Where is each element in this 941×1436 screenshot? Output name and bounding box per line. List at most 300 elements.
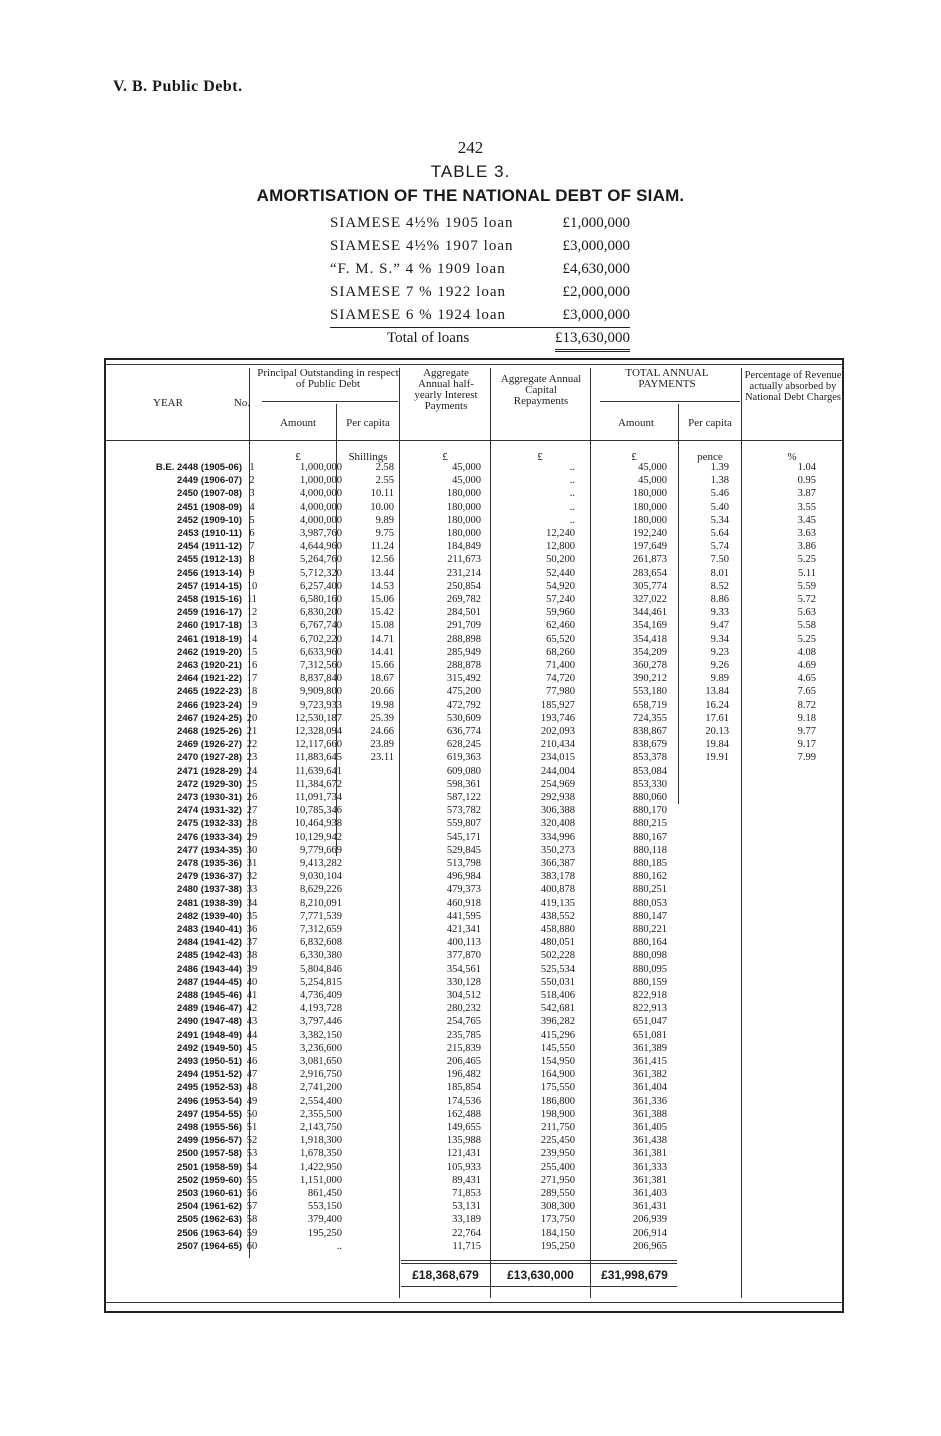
principal-cell: 8,629,226	[300, 884, 342, 896]
payment-cell: 880,118	[633, 844, 667, 856]
pay-per-capita-cell: 9.23	[710, 646, 729, 658]
interest-cell: 472,792	[446, 699, 481, 711]
capital-cell: 550,031	[540, 976, 575, 988]
payment-cell: 658,719	[632, 699, 667, 711]
percentage-cell: 9.18	[797, 712, 816, 724]
col-header-amount: Amount	[279, 417, 317, 429]
capital-cell: 195,250	[540, 1240, 575, 1252]
loan-description: SIAMESE 6 % 1924 loan	[330, 307, 506, 323]
table-row	[104, 818, 840, 829]
principal-cell: 9,909,800	[300, 686, 342, 698]
row-number-cell: 41	[246, 990, 258, 1001]
payment-cell: 354,209	[632, 646, 667, 658]
per-capita-cell: 15.06	[370, 594, 394, 605]
capital-cell: 12,800	[546, 541, 575, 553]
capital-cell: 54,920	[546, 580, 575, 592]
table-row	[104, 488, 840, 499]
principal-cell: 4,736,409	[300, 990, 342, 1001]
table-row	[104, 871, 840, 882]
principal-cell: 11,091,734	[295, 792, 342, 803]
interest-cell: 250,854	[446, 580, 481, 592]
payment-cell: 361,404	[632, 1082, 667, 1094]
capital-cell: 438,552	[540, 910, 575, 922]
capital-cell: 185,927	[540, 699, 575, 711]
interest-cell: 162,488	[446, 1108, 481, 1120]
page-number: 242	[457, 138, 484, 157]
rule	[600, 401, 740, 402]
interest-cell: 559,807	[446, 818, 481, 830]
per-capita-cell: 24.66	[370, 726, 394, 737]
total-loans-amount: £13,630,000	[555, 327, 630, 352]
capital-cell: 71,400	[546, 660, 575, 671]
principal-cell: 379,400	[307, 1214, 342, 1226]
table-row	[104, 1162, 840, 1173]
payment-cell: 361,389	[632, 1042, 667, 1054]
principal-cell: 4,000,000	[300, 514, 342, 526]
interest-cell: 215,839	[446, 1042, 481, 1054]
principal-cell: 8,837,840	[300, 673, 342, 685]
row-number-cell: 53	[246, 1148, 258, 1160]
table-row	[104, 858, 840, 869]
principal-cell: 553,150	[307, 1201, 342, 1213]
year-cell: 2489 (1946-47)	[177, 1003, 242, 1015]
capital-cell: 154,950	[540, 1056, 575, 1067]
capital-cell: 458,880	[540, 924, 575, 935]
loan-amount: £1,000,000	[562, 215, 630, 231]
table-row	[104, 911, 840, 922]
year-cell: 2495 (1952-53)	[177, 1082, 242, 1094]
principal-cell: 2,554,400	[300, 1095, 342, 1107]
interest-cell: 475,200	[446, 686, 481, 698]
total-loans	[330, 327, 630, 349]
principal-cell: 6,832,608	[300, 937, 342, 949]
row-number-cell: 9	[249, 567, 255, 579]
capital-cell: 210,434	[540, 739, 575, 751]
per-capita-cell: 23.89	[370, 739, 394, 751]
year-cell: 2479 (1936-37)	[177, 871, 242, 883]
capital-cell: 255,400	[540, 1161, 575, 1173]
percentage-cell: 4.08	[797, 646, 816, 658]
year-cell: 2486 (1943-44)	[177, 963, 242, 975]
interest-cell: 288,878	[446, 660, 481, 671]
principal-cell: 3,797,446	[300, 1016, 342, 1028]
payment-cell: 361,381	[632, 1148, 667, 1160]
rule	[106, 440, 842, 441]
table-row	[104, 1109, 840, 1120]
year-cell: 2497 (1954-55)	[177, 1108, 242, 1120]
loan-description: SIAMESE 4½% 1907 loan	[330, 238, 514, 254]
year-cell: 2491 (1948-49)	[177, 1029, 242, 1041]
table-row	[104, 990, 840, 1001]
table-row	[104, 884, 840, 895]
table-row	[104, 502, 840, 513]
payment-cell: 880,095	[632, 963, 667, 975]
pay-per-capita-cell: 9.33	[710, 607, 729, 619]
row-number-cell: 10	[246, 580, 258, 592]
unit-pay-per-capita: pence	[697, 451, 723, 463]
table-row	[104, 1096, 840, 1107]
percentage-cell: 7.99	[797, 752, 816, 764]
capital-cell: 175,550	[540, 1082, 575, 1094]
interest-cell: 545,171	[446, 831, 481, 843]
interest-cell: 530,609	[446, 712, 481, 724]
year-cell: 2449 (1906-07)	[177, 475, 242, 487]
payment-cell: 361,431	[632, 1201, 667, 1213]
year-cell: 2490 (1947-48)	[177, 1016, 242, 1028]
payment-cell: 853,084	[632, 765, 667, 777]
table-row	[104, 1201, 840, 1212]
unit-interest: £	[442, 451, 448, 463]
payment-cell: 880,053	[632, 897, 667, 909]
col-header-year: YEAR	[153, 397, 183, 409]
table-row	[104, 462, 840, 473]
pay-per-capita-cell: 17.61	[705, 712, 729, 724]
loan-amount: £3,000,000	[562, 307, 630, 323]
payment-cell: 880,170	[632, 805, 667, 817]
percentage-cell: 3.87	[797, 488, 816, 500]
row-number-cell: 13	[246, 620, 258, 632]
year-cell: 2494 (1951-52)	[177, 1069, 242, 1081]
row-number-cell: 48	[246, 1082, 258, 1094]
table-subtitle: AMORTISATION OF THE NATIONAL DEBT OF SIAM.	[256, 186, 685, 205]
per-capita-cell: 10.00	[370, 501, 394, 513]
year-cell: 2484 (1941-42)	[177, 937, 242, 949]
row-number-cell: 19	[246, 699, 258, 711]
capital-cell: 525,534	[540, 963, 575, 975]
principal-cell: 12,117,660	[295, 739, 342, 751]
capital-cell: 292,938	[540, 792, 575, 803]
principal-cell: 1,918,300	[300, 1135, 342, 1147]
row-number-cell: 24	[246, 765, 258, 777]
year-cell: 2463 (1920-21)	[177, 660, 242, 671]
principal-cell: 1,422,950	[300, 1161, 342, 1173]
interest-cell: 460,918	[446, 897, 481, 909]
interest-cell: 330,128	[446, 976, 481, 988]
table-row	[104, 977, 840, 988]
row-number-cell: 46	[246, 1056, 258, 1067]
table-row	[104, 1188, 840, 1199]
col-header-interest: Aggregate Annual half-yearly Interest Payments	[414, 367, 478, 412]
loan-line	[330, 258, 630, 281]
capital-cell: 68,260	[546, 646, 575, 658]
payment-cell: 361,403	[632, 1188, 667, 1199]
row-number-cell: 5	[249, 514, 255, 526]
capital-cell: 57,240	[546, 594, 575, 605]
interest-cell: 304,512	[446, 990, 481, 1001]
per-capita-cell: 9.89	[375, 514, 394, 526]
payment-cell: 880,215	[632, 818, 667, 830]
interest-cell: 53,131	[452, 1201, 481, 1213]
interest-cell: 400,113	[447, 937, 481, 949]
year-cell: 2504 (1961-62)	[177, 1201, 242, 1213]
pay-per-capita-cell: 19.84	[705, 739, 729, 751]
loan-list	[330, 212, 630, 328]
capital-cell: 198,900	[540, 1108, 575, 1120]
payment-cell: 361,415	[632, 1056, 667, 1067]
table-row	[104, 568, 840, 579]
per-capita-cell: 12.56	[370, 554, 394, 566]
capital-cell: 320,408	[540, 818, 575, 830]
payment-cell: 361,336	[632, 1095, 667, 1107]
table-row	[104, 620, 840, 631]
per-capita-cell: 10.11	[370, 488, 394, 500]
table-row	[104, 1241, 840, 1252]
unit-pay-amount: £	[631, 451, 637, 463]
year-cell: 2502 (1959-60)	[177, 1174, 242, 1186]
interest-cell: 22,764	[452, 1227, 481, 1239]
principal-cell: 861,450	[307, 1188, 342, 1199]
unit-percentage: %	[787, 451, 797, 463]
row-number-cell: 30	[246, 844, 258, 856]
capital-cell: 145,550	[540, 1042, 575, 1054]
table-row	[104, 1214, 840, 1225]
principal-cell: 3,081,650	[300, 1056, 342, 1067]
table-row	[104, 1003, 840, 1014]
year-cell: 2480 (1937-38)	[177, 884, 242, 896]
payment-cell: 206,914	[632, 1227, 667, 1239]
col-header-per-capita: Per capita	[346, 417, 390, 429]
year-cell: 2473 (1930-31)	[177, 792, 242, 803]
principal-cell: 6,580,160	[300, 594, 342, 605]
pay-per-capita-cell: 16.24	[705, 699, 729, 711]
capital-cell: ..	[569, 501, 575, 513]
year-cell: 2461 (1918-19)	[177, 633, 242, 645]
row-number-cell: 59	[246, 1227, 258, 1239]
payment-cell: 354,169	[632, 620, 667, 632]
percentage-cell: 7.65	[797, 686, 816, 698]
loan-line	[330, 304, 630, 328]
per-capita-cell: 11.24	[370, 541, 394, 553]
principal-cell: 4,000,000	[300, 488, 342, 500]
row-number-cell: 27	[246, 805, 258, 817]
interest-cell: 496,984	[446, 871, 481, 883]
principal-cell: 6,830,200	[300, 607, 342, 619]
table-row	[104, 1030, 840, 1041]
rule	[106, 364, 842, 365]
per-capita-cell: 18.67	[370, 673, 394, 685]
principal-cell: 2,143,750	[300, 1122, 342, 1133]
table-row	[104, 515, 840, 526]
payment-cell: 880,185	[632, 858, 667, 869]
row-number-cell: 20	[246, 712, 258, 724]
capital-cell: 419,135	[540, 897, 575, 909]
rule	[401, 1286, 677, 1287]
table-row	[104, 686, 840, 697]
interest-cell: 441,595	[446, 910, 481, 922]
loan-description: SIAMESE 7 % 1922 loan	[330, 284, 506, 300]
payment-cell: 180,000	[632, 488, 667, 500]
loan-line	[330, 281, 630, 304]
interest-cell: 149,655	[446, 1122, 481, 1133]
payment-cell: 180,000	[632, 514, 667, 526]
payment-cell: 360,278	[632, 660, 667, 671]
payment-cell: 651,081	[632, 1029, 667, 1041]
interest-cell: 315,492	[446, 673, 481, 685]
row-number-cell: 34	[246, 897, 258, 909]
row-number-cell: 44	[246, 1029, 258, 1041]
table-row	[104, 1082, 840, 1093]
capital-cell: 400,878	[540, 884, 575, 896]
year-cell: 2458 (1915-16)	[177, 594, 242, 605]
col-header-percentage: Percentage of Revenue actually absorbed by National Debt Charges	[744, 370, 842, 403]
principal-cell: 5,264,760	[300, 554, 342, 566]
interest-cell: 71,853	[452, 1188, 481, 1199]
row-number-cell: 45	[246, 1042, 258, 1054]
capital-cell: 502,228	[540, 950, 575, 962]
capital-cell: 62,460	[546, 620, 575, 632]
table-row	[104, 528, 840, 539]
percentage-cell: 5.59	[797, 580, 816, 592]
row-number-cell: 12	[246, 607, 258, 619]
interest-cell: 628,245	[446, 739, 481, 751]
total-loans-label: Total of loans	[387, 330, 470, 346]
principal-cell: 3,987,760	[300, 528, 342, 539]
payment-cell: 261,873	[632, 554, 667, 566]
interest-cell: 33,189	[452, 1214, 481, 1226]
row-number-cell: 54	[246, 1161, 258, 1173]
payment-cell: 206,939	[632, 1214, 667, 1226]
capital-cell: 254,969	[540, 778, 575, 790]
col-header-no: No.	[233, 397, 251, 409]
pay-per-capita-cell: 5.46	[710, 488, 729, 500]
col-header-pay-per-capita: Per capita	[688, 417, 732, 429]
total-capital: £13,630,000	[507, 1268, 574, 1282]
year-cell: 2476 (1933-34)	[177, 831, 242, 843]
year-cell: 2471 (1928-29)	[177, 765, 242, 777]
row-number-cell: 15	[246, 646, 258, 658]
row-number-cell: 39	[246, 963, 258, 975]
payment-cell: 880,162	[632, 871, 667, 883]
capital-cell: 306,388	[540, 805, 575, 817]
row-number-cell: 16	[246, 660, 258, 671]
pay-per-capita-cell: 8.52	[710, 580, 729, 592]
percentage-cell: 5.11	[798, 567, 816, 579]
row-number-cell: 51	[246, 1122, 258, 1133]
row-number-cell: 4	[249, 501, 255, 513]
table-row	[104, 634, 840, 645]
payment-cell: 180,000	[632, 501, 667, 513]
pay-per-capita-cell: 1.38	[710, 475, 729, 487]
table-row	[104, 726, 840, 737]
table-row	[104, 660, 840, 671]
row-number-cell: 11	[246, 594, 258, 605]
table-row	[104, 673, 840, 684]
table-row	[104, 713, 840, 724]
payment-cell: 361,438	[632, 1135, 667, 1147]
row-number-cell: 42	[246, 1003, 258, 1015]
row-number-cell: 28	[246, 818, 258, 830]
per-capita-cell: 13.44	[370, 567, 394, 579]
payment-cell: 853,378	[632, 752, 667, 764]
row-number-cell: 14	[246, 633, 258, 645]
year-cell: 2467 (1924-25)	[177, 712, 242, 724]
principal-cell: ..	[336, 1240, 342, 1252]
per-capita-cell: 15.08	[370, 620, 394, 632]
interest-cell: 196,482	[446, 1069, 481, 1081]
principal-cell: 4,000,000	[300, 501, 342, 513]
row-number-cell: 17	[246, 673, 258, 685]
interest-cell: 180,000	[446, 528, 481, 539]
rule	[401, 1263, 677, 1264]
unit-amount: £	[295, 451, 301, 463]
row-number-cell: 49	[246, 1095, 258, 1107]
principal-cell: 2,916,750	[300, 1069, 342, 1081]
principal-cell: 10,785,346	[294, 805, 342, 817]
loan-amount: £3,000,000	[562, 238, 630, 254]
row-number-cell: 6	[249, 528, 255, 539]
row-number-cell: 60	[246, 1240, 258, 1252]
interest-cell: 105,933	[446, 1161, 481, 1173]
percentage-cell: 3.55	[797, 501, 816, 513]
year-cell: 2450 (1907-08)	[177, 488, 242, 500]
capital-cell: 480,051	[540, 937, 575, 949]
payment-cell: 880,060	[632, 792, 667, 803]
principal-cell: 9,030,104	[300, 871, 342, 883]
interest-cell: 288,898	[446, 633, 481, 645]
year-cell: 2496 (1953-54)	[177, 1095, 242, 1107]
principal-cell: 3,236,600	[300, 1042, 342, 1054]
year-cell: 2454 (1911-12)	[177, 541, 242, 553]
unit-per-capita: Shillings	[348, 451, 388, 463]
percentage-cell: 5.25	[797, 554, 816, 566]
interest-cell: 211,673	[447, 554, 481, 566]
year-cell: 2477 (1934-35)	[177, 844, 242, 856]
table-row	[104, 898, 840, 909]
loan-amount: £2,000,000	[562, 284, 630, 300]
principal-cell: 6,633,960	[300, 646, 342, 658]
interest-cell: 180,000	[446, 488, 481, 500]
payment-cell: 880,167	[632, 831, 667, 843]
pay-per-capita-cell: 7.50	[710, 554, 729, 566]
row-number-cell: 52	[246, 1135, 258, 1147]
table-row	[104, 937, 840, 948]
rule	[401, 1260, 677, 1261]
row-number-cell: 38	[246, 950, 258, 962]
unit-capital: £	[537, 451, 543, 463]
pay-per-capita-cell: 13.84	[705, 686, 729, 698]
total-interest: £18,368,679	[412, 1268, 479, 1282]
rule	[106, 1302, 842, 1303]
percentage-cell: 4.69	[797, 660, 816, 671]
capital-cell: 234,015	[540, 752, 575, 764]
pay-per-capita-cell: 9.26	[710, 660, 729, 671]
interest-cell: 598,361	[446, 778, 481, 790]
year-cell: 2469 (1926-27)	[177, 739, 242, 751]
year-cell: 2478 (1935-36)	[177, 858, 242, 869]
table-row	[104, 1228, 840, 1239]
row-number-cell: 37	[246, 937, 258, 949]
table-row	[104, 1056, 840, 1067]
payment-cell: 283,654	[632, 567, 667, 579]
payment-cell: 305,774	[632, 580, 667, 592]
capital-cell: 350,273	[540, 844, 575, 856]
payment-cell: 838,679	[632, 739, 667, 751]
table-row	[104, 805, 840, 816]
principal-cell: 7,771,539	[300, 910, 342, 922]
percentage-cell: 0.95	[797, 475, 816, 487]
payment-cell: 361,388	[632, 1108, 667, 1120]
capital-cell: 308,300	[540, 1201, 575, 1213]
year-cell: 2456 (1913-14)	[177, 567, 242, 579]
table-row	[104, 792, 840, 803]
year-cell: 2485 (1942-43)	[177, 950, 242, 962]
interest-cell: 45,000	[452, 462, 481, 473]
payment-cell: 822,913	[632, 1003, 667, 1015]
col-header-total-payments: TOTAL ANNUAL PAYMENTS	[625, 367, 709, 390]
pay-per-capita-cell: 9.47	[710, 620, 729, 632]
table-row	[104, 541, 840, 552]
payment-cell: 880,098	[632, 950, 667, 962]
